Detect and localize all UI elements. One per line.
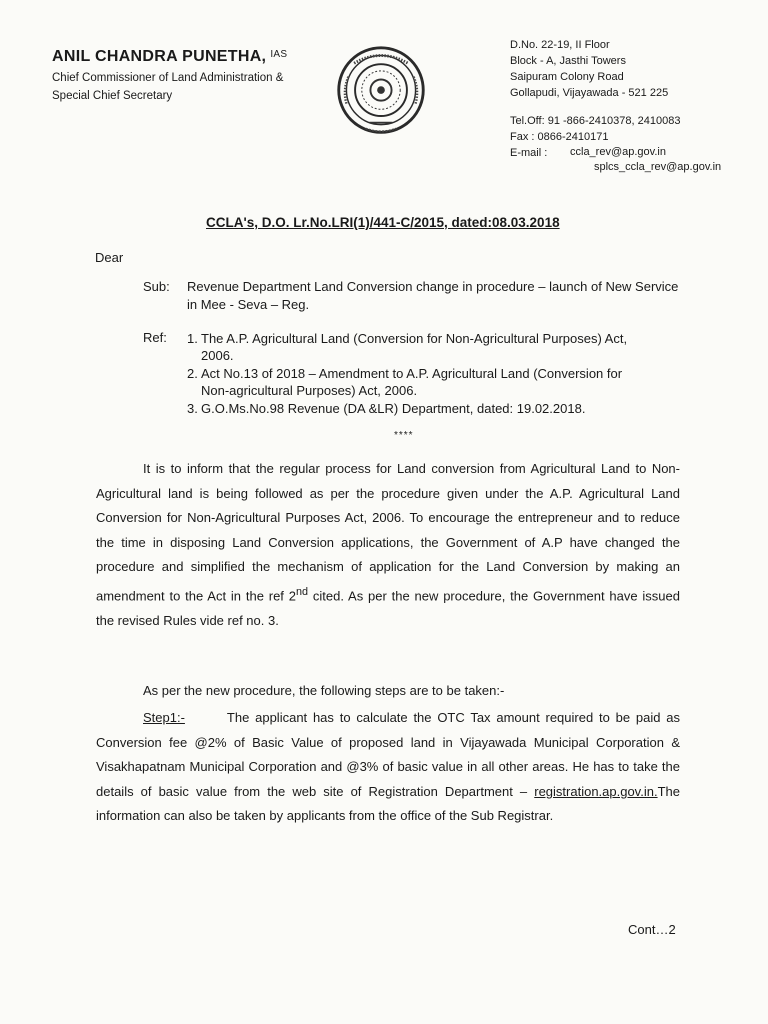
address-line-1: D.No. 22-19, II Floor bbox=[510, 39, 610, 51]
letter-reference-number: CCLA's, D.O. Lr.No.LRI(1)/441-C/2015, dated:08.03.2018 bbox=[206, 215, 560, 230]
reference-item: 1. The A.P. Agricultural Land (Conversion for Non-Agricultural Purposes) Act, 2006. bbox=[187, 331, 628, 363]
state-emblem-icon bbox=[333, 44, 429, 140]
email-block bbox=[510, 145, 721, 175]
subject-label: Sub: bbox=[143, 279, 170, 294]
email-primary: ccla_rev@ap.gov.in bbox=[570, 146, 666, 158]
subject-block bbox=[143, 278, 687, 314]
sender-name: ANIL CHANDRA PUNETHA, $^{IAS}$ bbox=[52, 48, 288, 65]
reference-item: 2. Act No.13 of 2018 – Amendment to A.P. Agricultural Land (Conversion for Non-agricultural Purposes) Act, 2006. bbox=[187, 366, 623, 398]
letterhead-sender bbox=[52, 48, 287, 104]
references-label: Ref: bbox=[143, 330, 167, 345]
fax: Fax : 0866-2410171 bbox=[510, 131, 609, 143]
registration-website-link[interactable]: registration.ap.gov.in. bbox=[534, 783, 658, 799]
body-paragraph-1: It is to inform that the regular process for Land conversion from Agricultural Land to Non-Agricultural land is being followed as per the procedure given under the A.P. Agricultural Land Conversion for Non-Agricultural Purposes Act, 2006. To encourage the entrepreneur and to reduce the time in disposing Land Conversion applications, the Government of A.P have changed the procedure and simplified the mechanism of application for the Land Conversion by making an amendment to the Act in the ref 2nd cited. As per the new procedure, the Government have issued the revised Rules vide ref no. 3. bbox=[96, 461, 681, 628]
telephone: Tel.Off: 91 -866-2410378, 2410083 bbox=[510, 115, 681, 127]
subject-text: Revenue Department Land Conversion change in procedure – launch of New Service in Mee - Seva – Reg. bbox=[187, 279, 679, 312]
email-secondary: splcs_ccla_rev@ap.gov.in bbox=[594, 161, 722, 173]
sender-name-suffix: IAS bbox=[270, 49, 288, 60]
address-line-3: Saipuram Colony Road bbox=[510, 71, 624, 83]
references-block bbox=[143, 330, 637, 418]
salutation: Dear bbox=[95, 250, 124, 265]
address-line-2: Block - A, Jasthi Towers bbox=[510, 55, 626, 67]
step-1-label: Step1:- bbox=[143, 710, 185, 725]
body-paragraph-2: As per the new procedure, the following steps are to be taken:- bbox=[143, 683, 505, 698]
sender-designation-1: Chief Commissioner of Land Administration & bbox=[52, 72, 284, 84]
address-line-4: Gollapudi, Vijayawada - 521 225 bbox=[510, 87, 669, 99]
letterhead-address bbox=[510, 37, 721, 175]
continuation-marker: Cont…2 bbox=[628, 922, 676, 937]
email-label: E-mail : bbox=[510, 147, 548, 159]
references-list bbox=[187, 330, 637, 418]
sender-designation-2: Special Chief Secretary bbox=[52, 90, 173, 102]
step-1-paragraph: Step1:- The applicant has to calculate the OTC Tax amount required to be paid as Conversion fee @2% of Basic Value of proposed land in Vijayawada Municipal Corporation & Visakhapatnam Municipal Corporation and @3% of basic value in all other areas. He has to take the details of basic value from the web site of Registration Department – registration.ap.gov.in.The information can also be taken by applicants from the office of the Sub Registrar. bbox=[96, 710, 680, 824]
section-separator: **** bbox=[394, 430, 414, 441]
reference-item: 3. G.O.Ms.No.98 Revenue (DA &LR) Department, dated: 19.02.2018. bbox=[187, 401, 586, 416]
